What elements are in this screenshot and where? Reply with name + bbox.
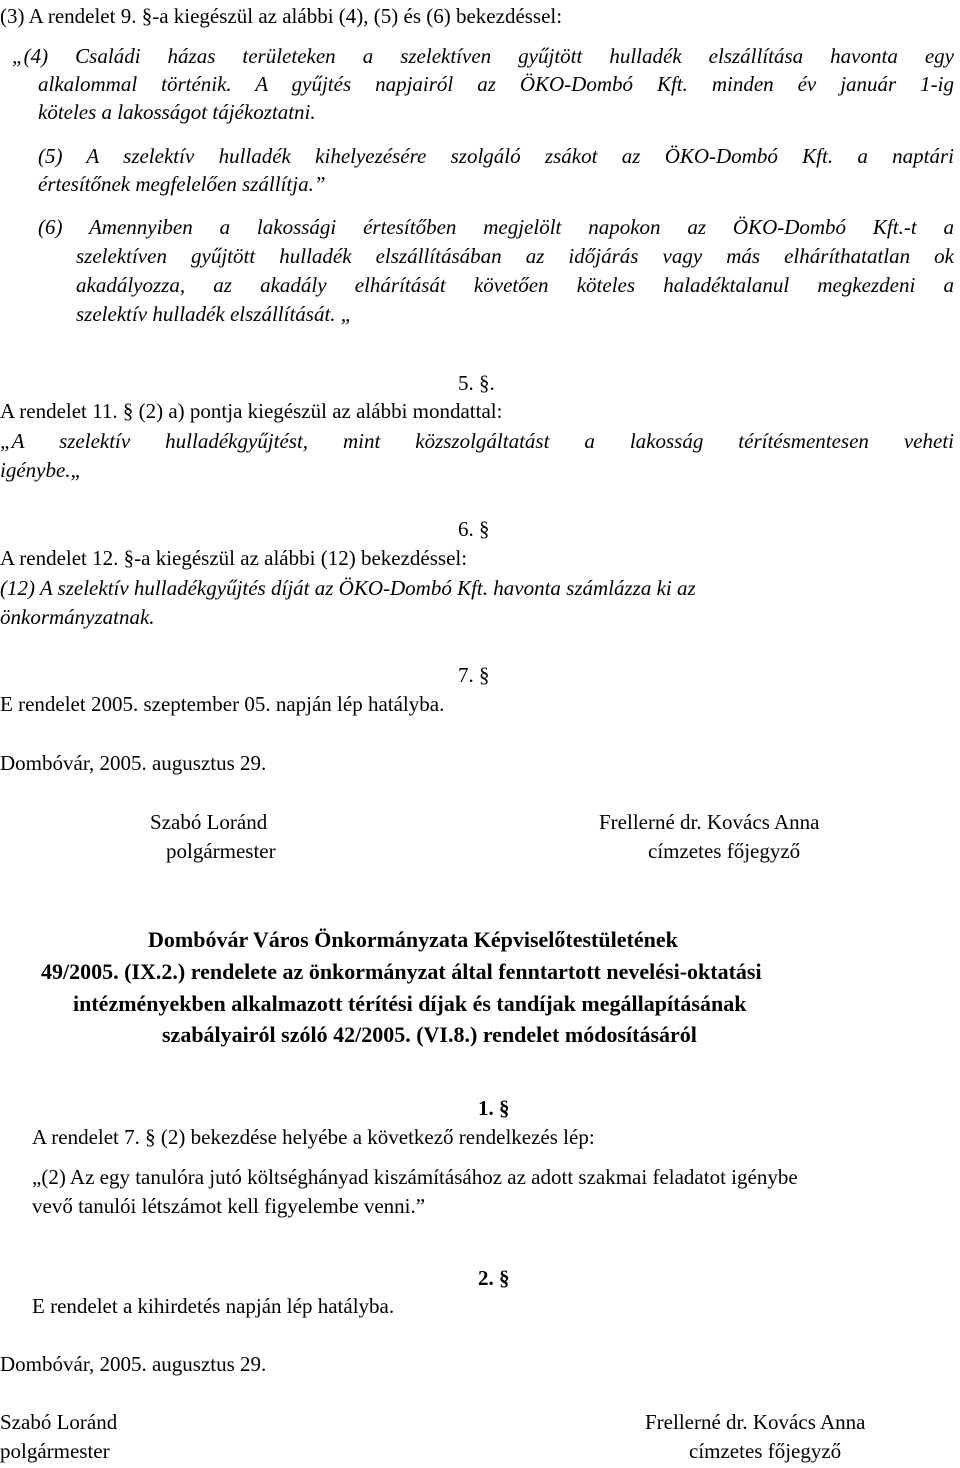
- signature-2-right-title: címzetes főjegyző: [689, 1439, 842, 1463]
- paragraph-6-line-4: szelektív hulladék elszállítását. „: [76, 302, 353, 326]
- place-date-2: Dombóvár, 2005. augusztus 29.: [0, 1352, 267, 1376]
- paragraph-4-line-3: köteles a lakosságot tájékoztatni.: [38, 100, 316, 124]
- paragraph-6-line-2: szelektíven gyűjtött hulladék elszállításában az időjárás vagy más elháríthatatlan ok: [76, 244, 954, 268]
- paragraph-5-line-1: (5) A szelektív hulladék kihelyezésére szolgáló zsákot az ÖKO-Dombó Kft. a naptári: [38, 144, 954, 168]
- article-1-heading: 1. §: [478, 1096, 510, 1120]
- signature-2-right-name: Frellerné dr. Kovács Anna: [645, 1410, 866, 1434]
- paragraph-4-line-1: „(4) Családi házas területeken a szelektíven gyűjtött hulladék elszállítása havonta egy: [12, 44, 954, 68]
- decree-title-line-2: 49/2005. (IX.2.) rendelete az önkormányzat által fenntartott nevelési-oktatási: [41, 959, 762, 984]
- signature-2-left-title: polgármester: [0, 1439, 110, 1463]
- decree-title-line-3: intézményekben alkalmazott térítési díjak és tandíjak megállapításának: [73, 991, 747, 1016]
- section-7-text: E rendelet 2005. szeptember 05. napján lép hatályba.: [0, 692, 445, 716]
- section-7-heading: 7. §: [458, 663, 490, 687]
- section-5-quote-line-1: „A szelektív hulladékgyűjtést, mint közszolgáltatást a lakosság térítésmentesen veheti: [0, 429, 954, 453]
- signature-2-left-name: Szabó Loránd: [0, 1410, 118, 1434]
- section-6-heading: 6. §: [458, 517, 490, 541]
- article-2-heading: 2. §: [478, 1266, 510, 1290]
- paragraph-5-line-2: értesítőnek megfelelően szállítja.”: [38, 172, 326, 196]
- article-1-text: A rendelet 7. § (2) bekezdése helyébe a következő rendelkezés lép:: [32, 1125, 595, 1149]
- signature-1-right-title: címzetes főjegyző: [648, 839, 801, 863]
- section-6-text: A rendelet 12. §-a kiegészül az alábbi (12) bekezdéssel:: [0, 546, 468, 570]
- decree-title-line-1: Dombóvár Város Önkormányzata Képviselőtestületének: [148, 927, 678, 952]
- signature-1-left-title: polgármester: [166, 839, 276, 863]
- article-2-text: E rendelet a kihirdetés napján lép hatályba.: [32, 1294, 395, 1318]
- decree-title-line-4: szabályairól szóló 42/2005. (VI.8.) rendelet módosításáról: [162, 1022, 697, 1047]
- section-5-text: A rendelet 11. § (2) a) pontja kiegészül az alábbi mondattal:: [0, 399, 503, 423]
- paragraph-4-line-2: alkalommal történik. A gyűjtés napjairól az ÖKO-Dombó Kft. minden év január 1-ig: [38, 72, 954, 96]
- paragraph-6-line-3: akadályozza, az akadály elhárítását követően köteles haladéktalanul megkezdeni a: [76, 273, 954, 297]
- place-date-1: Dombóvár, 2005. augusztus 29.: [0, 751, 267, 775]
- amendment-intro-9: (3) A rendelet 9. §-a kiegészül az alábbi (4), (5) és (6) bekezdéssel:: [0, 4, 563, 28]
- signature-1-right-name: Frellerné dr. Kovács Anna: [599, 810, 820, 834]
- article-1-quote-line-2: vevő tanulói létszámot kell figyelembe venni.”: [32, 1194, 426, 1218]
- section-6-quote-line-1: (12) A szelektív hulladékgyűjtés díját az ÖKO-Dombó Kft. havonta számlázza ki az: [0, 576, 696, 600]
- section-6-quote-line-2: önkormányzatnak.: [0, 605, 155, 629]
- section-5-quote-line-2: igénybe.„: [0, 458, 83, 482]
- section-5-heading: 5. §.: [458, 371, 495, 395]
- paragraph-6-line-1: (6) Amennyiben a lakossági értesítőben megjelölt napokon az ÖKO-Dombó Kft.-t a: [38, 215, 954, 239]
- signature-1-left-name: Szabó Loránd: [150, 810, 268, 834]
- article-1-quote-line-1: „(2) Az egy tanulóra jutó költséghányad kiszámításához az adott szakmai feladatot igénybe: [32, 1165, 798, 1189]
